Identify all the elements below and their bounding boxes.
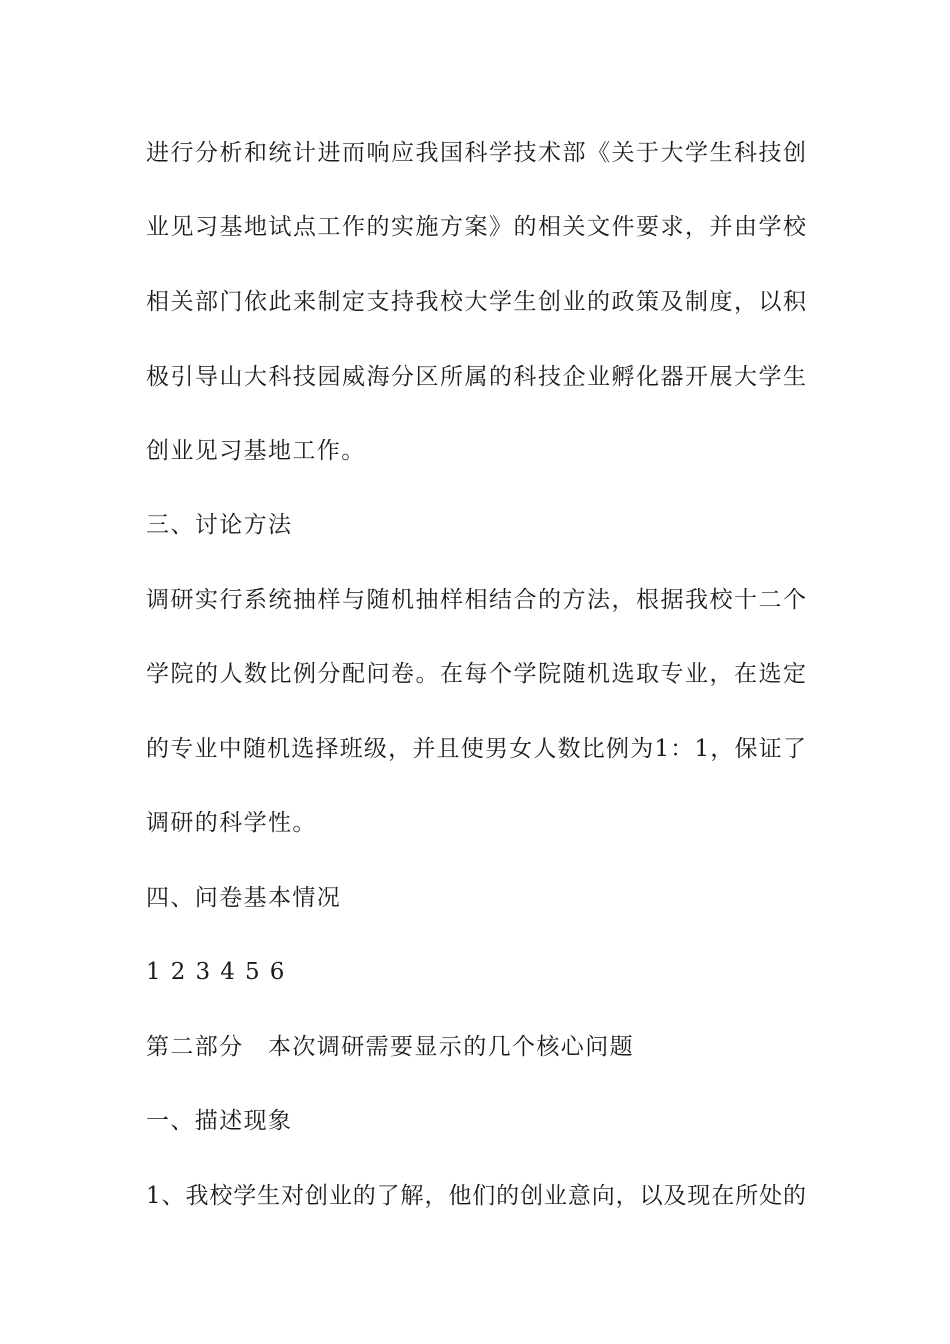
paragraph-line: 1、我校学生对创业的了解，他们的创业意向，以及现在所处的 <box>146 1183 806 1209</box>
part-two-heading: 第二部分 本次调研需要显示的几个核心问题 <box>146 1034 634 1060</box>
paragraph-line: 业见习基地试点工作的实施方案》的相关文件要求，并由学校 <box>146 214 806 240</box>
section-heading-phenomenon: 一、描述现象 <box>146 1108 293 1134</box>
paragraph-line: 极引导山大科技园威海分区所属的科技企业孵化器开展大学生 <box>146 364 806 390</box>
paragraph-line: 创业见习基地工作。 <box>146 438 366 464</box>
paragraph-line: 的专业中随机选择班级，并且使男女人数比例为1：1，保证了 <box>146 736 806 762</box>
paragraph-line: 调研的科学性。 <box>146 810 317 836</box>
paragraph-line: 相关部门依此来制定支持我校大学生创业的政策及制度，以积 <box>146 289 806 315</box>
section-heading-methods: 三、讨论方法 <box>146 512 293 538</box>
paragraph-line: 进行分析和统计进而响应我国科学技术部《关于大学生科技创 <box>146 140 806 166</box>
paragraph-line: 调研实行系统抽样与随机抽样相结合的方法，根据我校十二个 <box>146 587 806 613</box>
number-row: 1 2 3 4 5 6 <box>146 959 286 985</box>
paragraph-line: 学院的人数比例分配问卷。在每个学院随机选取专业，在选定 <box>146 661 806 687</box>
section-heading-questionnaire: 四、问卷基本情况 <box>146 885 342 911</box>
